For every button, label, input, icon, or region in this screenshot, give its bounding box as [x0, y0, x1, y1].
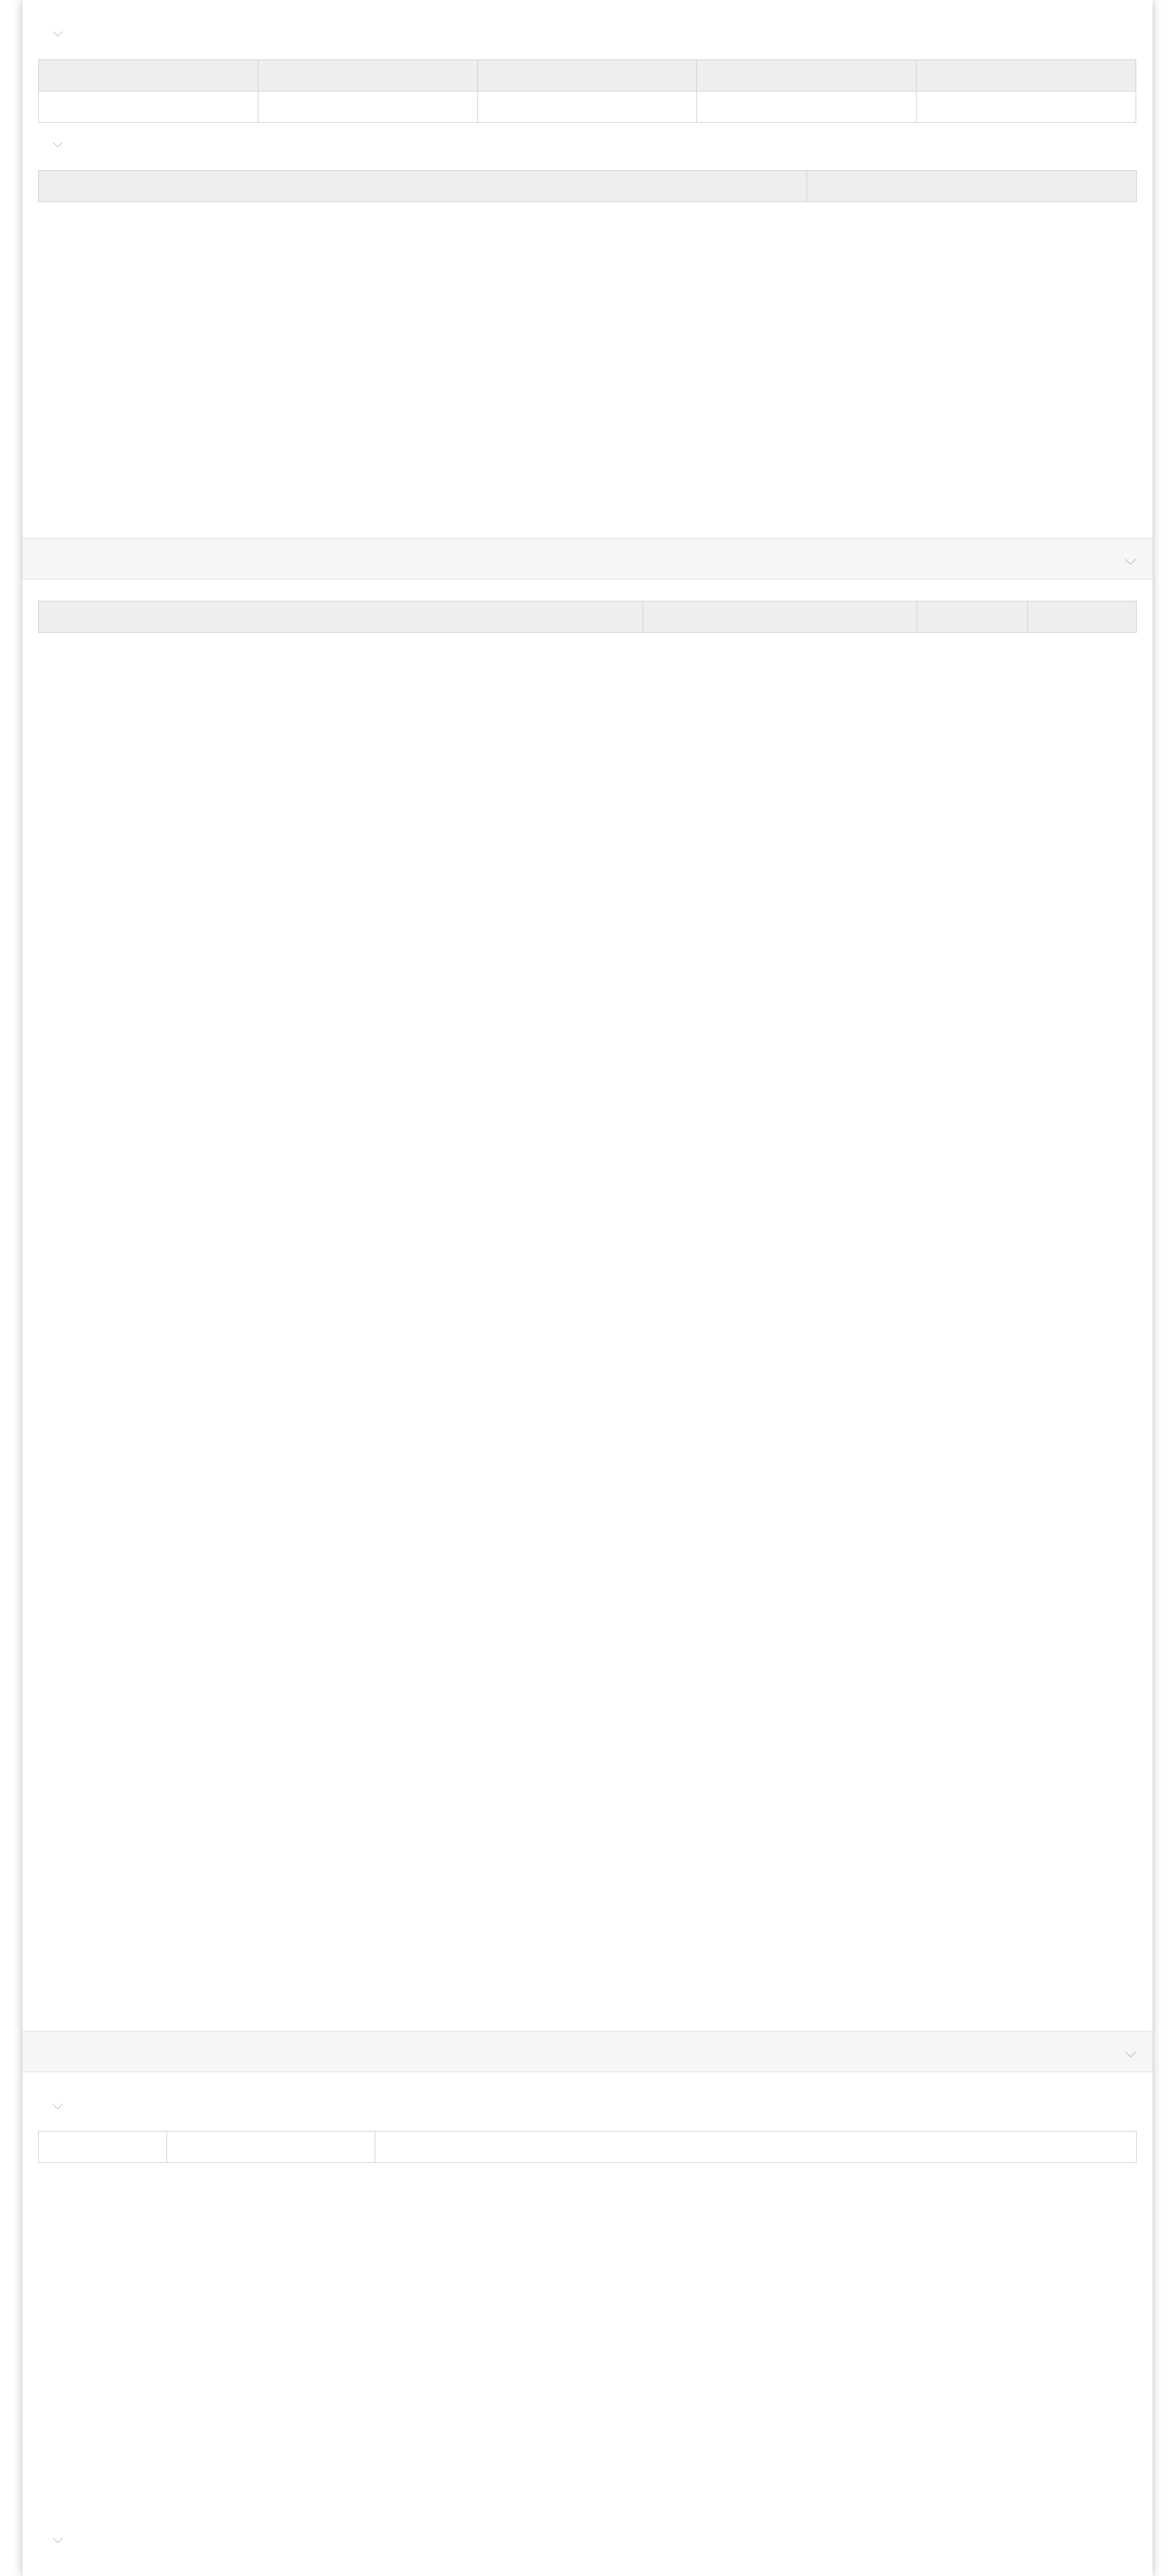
header-cell [258, 60, 477, 91]
chevron-down-icon[interactable]: ⌵ [53, 2097, 63, 2113]
table-header-row [39, 2132, 1137, 2163]
chevron-down-icon[interactable]: ⌵ [1124, 2043, 1136, 2061]
top10-table [38, 170, 1137, 202]
report-page [23, 0, 1152, 2576]
low-risk-count [477, 91, 697, 123]
high-risk-count [39, 91, 258, 123]
mid-risk-count [258, 91, 477, 123]
header-cell [39, 2132, 167, 2163]
header-cell [807, 171, 1137, 202]
table-header-row [39, 171, 1137, 202]
info-count [697, 91, 917, 123]
chevron-down-icon[interactable]: ⌵ [53, 2531, 63, 2547]
header-cell [39, 601, 643, 633]
risk-distribution-table [38, 59, 1136, 123]
risk-standard-table [38, 2131, 1137, 2163]
total-count [917, 91, 1136, 123]
header-cell [697, 60, 917, 91]
header-cell [917, 601, 1028, 633]
header-cell [477, 60, 697, 91]
header-cell [1028, 601, 1137, 633]
header-cell [39, 171, 807, 202]
table-header-row [39, 601, 1137, 633]
reference-section-header[interactable] [23, 2031, 1152, 2072]
risk-distribution-heading[interactable] [45, 21, 63, 44]
top10-heading[interactable] [45, 131, 63, 155]
table-header-row [39, 60, 1136, 91]
header-cell [375, 2132, 1137, 2163]
header-cell [167, 2132, 375, 2163]
details-section-header[interactable] [23, 538, 1152, 580]
details-table [38, 601, 1137, 633]
table-row [39, 91, 1136, 123]
chevron-down-icon[interactable]: ⌵ [53, 135, 63, 151]
contact-heading[interactable] [45, 2527, 63, 2551]
header-cell [39, 60, 258, 91]
header-cell [917, 60, 1136, 91]
chevron-down-icon[interactable]: ⌵ [1124, 551, 1136, 568]
single-standard-heading[interactable] [45, 2093, 63, 2117]
chevron-down-icon[interactable]: ⌵ [53, 24, 63, 40]
header-cell [643, 601, 917, 633]
